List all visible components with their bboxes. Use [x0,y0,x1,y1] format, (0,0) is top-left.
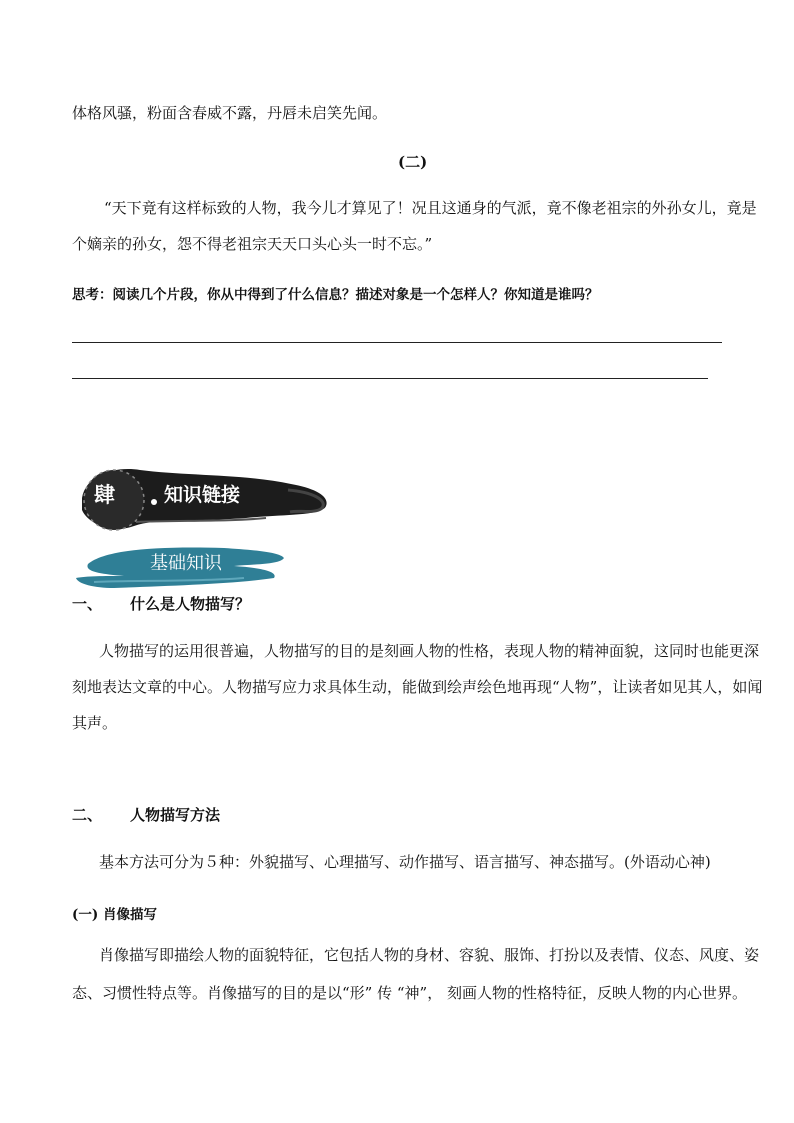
paragraph-line: 肖像描写即描绘人物的面貌特征，它包括人物的身材、容貌、服饰、打扮以及表情、仪态、风度、姿 [99,946,760,964]
sub1-heading: (一) 肖像描写 [72,907,157,923]
passage-heading: (二) [398,153,428,171]
q1-title: 什么是人物描写？ [130,595,251,613]
q2-number: 二、 [72,806,103,824]
answer-line [72,378,708,379]
paragraph-line: 人物描写的运用很普遍，人物描写的目的是刻画人物的性格，表现人物的精神面貌，这同时也能更深 [99,642,760,660]
passage-line: “天下竟有这样标致的人物，我今儿才算见了！况且这通身的气派，竟不像老祖宗的外孙女儿，竟是 [104,199,757,217]
q1-number: 一、 [72,595,103,613]
paragraph-line: 其声。 [72,714,118,732]
sub-banner-title: 基础知识 [150,553,222,574]
sub-banner [74,542,290,590]
section-title: 知识链接 [164,484,241,506]
passage-line: 体格风骚，粉面含春威不露，丹唇未启笑先闻。 [72,104,388,122]
paragraph-line: 态、习惯性特点等。肖像描写的目的是以“形” 传 “神”， 刻画人物的性格特征，反映人物的内心世界。 [72,984,747,1002]
q2-title: 人物描写方法 [130,806,221,824]
passage-line: 个嫡亲的孙女，怨不得老祖宗天天口头心头一时不忘。” [72,235,433,253]
paragraph-line: 刻地表达文章的中心。人物描写应力求具体生动，能做到绘声绘色地再现“人物”，让读者如见其人，如闻 [72,678,763,696]
answer-line [72,342,722,343]
think-question: 思考：阅读几个片段，你从中得到了什么信息？描述对象是一个怎样人？你知道是谁吗？ [72,287,599,303]
paragraph-line: 基本方法可分为５种：外貌描写、心理描写、动作描写、语言描写、神态描写。(外语动心神) [99,853,711,871]
section-banner [76,460,336,540]
section-number: 肆 [94,482,115,507]
